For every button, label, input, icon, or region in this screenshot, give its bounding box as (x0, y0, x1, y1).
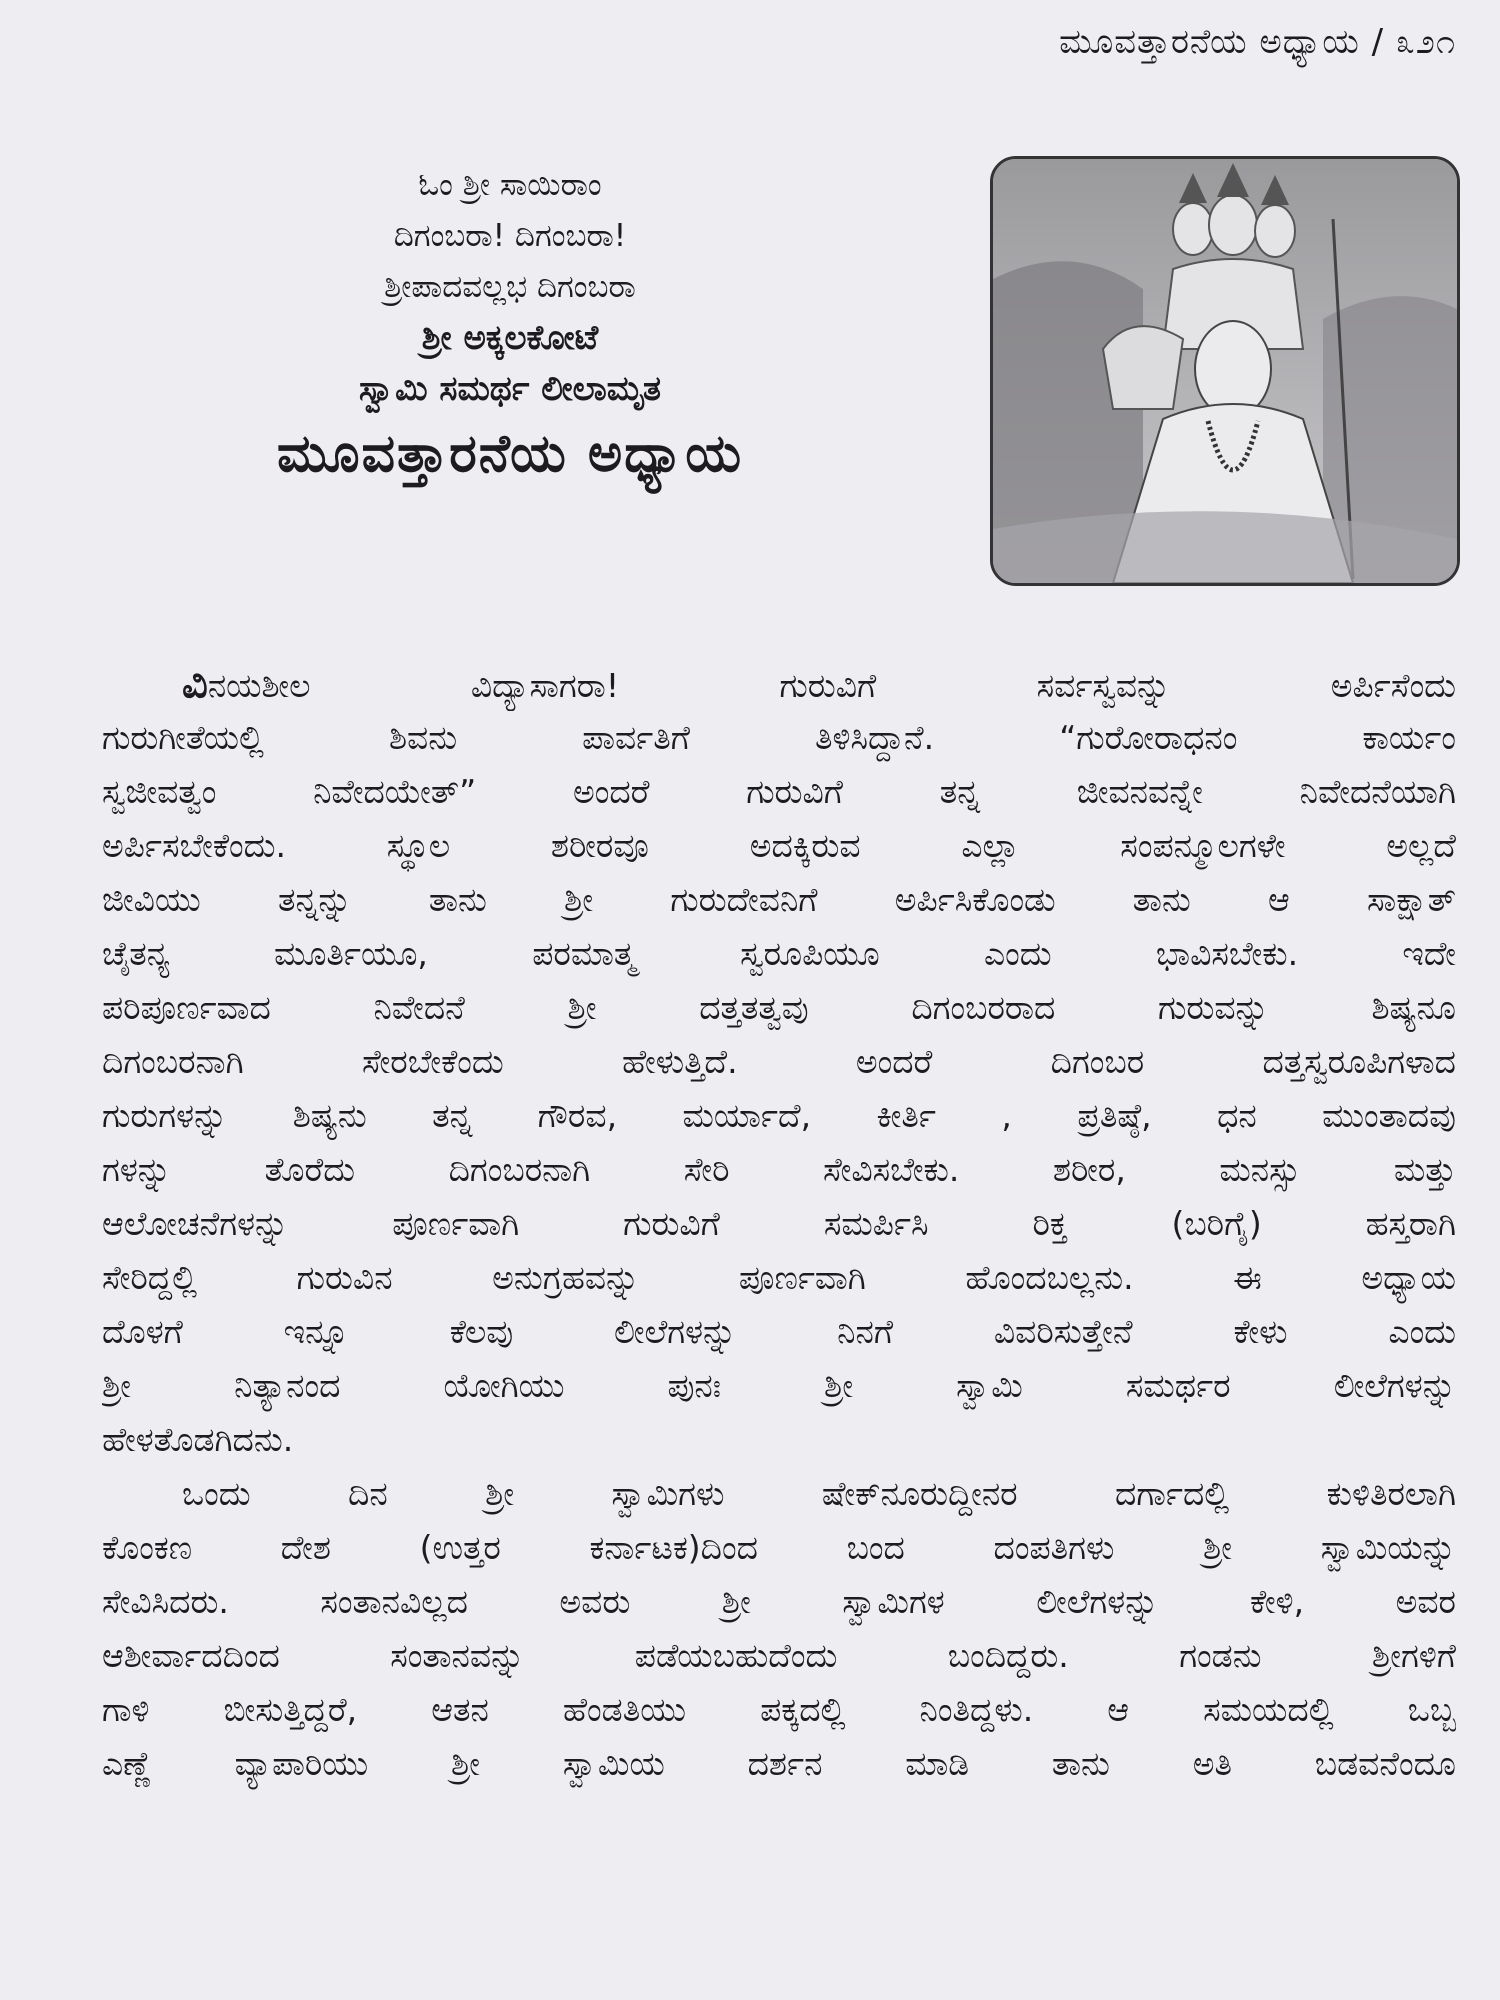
paragraph-line: ಶ್ರೀ ನಿತ್ಯಾನಂದ ಯೋಗಿಯು ಪುನಃ ಶ್ರೀ ಸ್ವಾಮಿ ಸಮರ್ಥರ ಲೀಲೆಗಳನ್ನು (102, 1366, 1456, 1405)
paragraph-line: ಗುರುಗೀತೆಯಲ್ಲಿ ಶಿವನು ಪಾರ್ವತಿಗೆ ತಿಳಿಸಿದ್ದಾನೆ. “ಗುರೋರಾಧನಂ ಕಾರ್ಯಂ (102, 718, 1456, 757)
paragraph-line: ಕೊಂಕಣ ದೇಶ (ಉತ್ತರ ಕರ್ನಾಟಕ)ದಿಂದ ಬಂದ ದಂಪತಿಗಳು ಶ್ರೀ ಸ್ವಾಮಿಯನ್ನು (102, 1528, 1456, 1567)
paragraph-line: ಆಶೀರ್ವಾದದಿಂದ ಸಂತಾನವನ್ನು ಪಡೆಯಬಹುದೆಂದು ಬಂದಿದ್ದರು. ಗಂಡನು ಶ್ರೀಗಳಿಗೆ (102, 1636, 1456, 1675)
chapter-heading-block (140, 160, 880, 489)
paragraph-line: ವಿನಯಶೀಲ ವಿದ್ಯಾಸಾಗರಾ! ಗುರುವಿಗೆ ಸರ್ವಸ್ವವನ್ನು ಅರ್ಪಿಸೆಂದು (182, 661, 1456, 707)
swami-samarth-illustration (990, 156, 1460, 586)
paragraph-line: ಎಣ್ಣೆ ವ್ಯಾಪಾರಿಯು ಶ್ರೀ ಸ್ವಾಮಿಯ ದರ್ಶನ ಮಾಡಿ ತಾನು ಅತಿ ಬಡವನೆಂದೂ (102, 1744, 1456, 1783)
paragraph-line: ಚೈತನ್ಯ ಮೂರ್ತಿಯೂ, ಪರಮಾತ್ಮ ಸ್ವರೂಪಿಯೂ ಎಂದು ಭಾವಿಸಬೇಕು. ಇದೇ (102, 934, 1456, 973)
invocation-line: ದಿಗಂಬರಾ! ದಿಗಂಬರಾ! (393, 218, 627, 254)
paragraph-line: ಸ್ವಜೀವತ್ವಂ ನಿವೇದಯೇತ್” ಅಂದರೆ ಗುರುವಿಗೆ ತನ್ನ ಜೀವನವನ್ನೇ ನಿವೇದನೆಯಾಗಿ (102, 772, 1456, 811)
paragraph-line: ಸೇವಿಸಿದರು. ಸಂತಾನವಿಲ್ಲದ ಅವರು ಶ್ರೀ ಸ್ವಾಮಿಗಳ ಲೀಲೆಗಳನ್ನು ಕೇಳಿ, ಅವರ (102, 1582, 1456, 1621)
paragraph-line: ಗುರುಗಳನ್ನು ಶಿಷ್ಯನು ತನ್ನ ಗೌರವ, ಮರ್ಯಾದೆ, ಕೀರ್ತಿ , ಪ್ರತಿಷ್ಠೆ, ಧನ ಮುಂತಾದವು (102, 1096, 1456, 1135)
drop-cap: ವಿ (182, 661, 208, 707)
paragraph-line: ಗಾಳಿ ಬೀಸುತ್ತಿದ್ದರೆ, ಆತನ ಹೆಂಡತಿಯು ಪಕ್ಕದಲ್ಲಿ ನಿಂತಿದ್ದಳು. ಆ ಸಮಯದಲ್ಲಿ ಒಬ್ಬ (102, 1690, 1456, 1729)
chapter-title: ಮೂವತ್ತಾರನೆಯ ಅಧ್ಯಾಯ (276, 424, 744, 484)
paragraph-line: ದೊಳಗೆ ಇನ್ನೂ ಕೆಲವು ಲೀಲೆಗಳನ್ನು ನಿನಗೆ ವಿವರಿಸುತ್ತೇನೆ ಕೇಳು ಎಂದು (102, 1312, 1456, 1351)
paragraph-line: ಗಳನ್ನು ತೊರೆದು ದಿಗಂಬರನಾಗಿ ಸೇರಿ ಸೇವಿಸಬೇಕು. ಶರೀರ, ಮನಸ್ಸು ಮತ್ತು (102, 1150, 1456, 1189)
paragraph-line: ಆಲೋಚನೆಗಳನ್ನು ಪೂರ್ಣವಾಗಿ ಗುರುವಿಗೆ ಸಮರ್ಪಿಸಿ ರಿಕ್ತ (ಬರಿಗೈ) ಹಸ್ತರಾಗಿ (102, 1204, 1456, 1243)
paragraph-line: ಪರಿಪೂರ್ಣವಾದ ನಿವೇದನೆ ಶ್ರೀ ದತ್ತತತ್ವವು ದಿಗಂಬರರಾದ ಗುರುವನ್ನು ಶಿಷ್ಯನೂ (102, 988, 1456, 1027)
paragraph-line: ಜೀವಿಯು ತನ್ನನ್ನು ತಾನು ಶ್ರೀ ಗುರುದೇವನಿಗೆ ಅರ್ಪಿಸಿಕೊಂಡು ತಾನು ಆ ಸಾಕ್ಷಾತ್ (102, 880, 1456, 919)
invocation-line: ಶ್ರೀಪಾದವಲ್ಲಭ ದಿಗಂಬರಾ (384, 269, 636, 305)
chapter-body (102, 657, 1456, 1791)
paragraph-line: ಅರ್ಪಿಸಬೇಕೆಂದು. ಸ್ಥೂಲ ಶರೀರವೂ ಅದಕ್ಕಿರುವ ಎಲ್ಲಾ ಸಂಪನ್ಮೂಲಗಳೇ ಅಲ್ಲದೆ (102, 826, 1456, 865)
invocation-line: ಓಂ ಶ್ರೀ ಸಾಯಿರಾಂ (418, 167, 602, 203)
paragraph-line: ಒಂದು ದಿನ ಶ್ರೀ ಸ್ವಾಮಿಗಳು ಷೇಕ್‌ನೂರುದ್ದೀನರ ದರ್ಗಾದಲ್ಲಿ ಕುಳಿತಿರಲಾಗಿ (182, 1474, 1456, 1513)
paragraph-line: ಸೇರಿದ್ದಲ್ಲಿ ಗುರುವಿನ ಅನುಗ್ರಹವನ್ನು ಪೂರ್ಣವಾಗಿ ಹೊಂದಬಲ್ಲನು. ಈ ಅಧ್ಯಾಯ (102, 1258, 1456, 1297)
book-title-line-2: ಸ್ವಾಮಿ ಸಮರ್ಥ ಲೀಲಾಮೃತ (358, 369, 662, 409)
running-head: ಮೂವತ್ತಾರನೆಯ ಅಧ್ಯಾಯ / ೩೨೧ (1059, 22, 1456, 62)
book-title-line-1: ಶ್ರೀ ಅಕ್ಕಲಕೋಟೆ (421, 318, 599, 358)
paragraph-line: ಹೇಳತೊಡಗಿದನು. (102, 1420, 294, 1459)
paragraph-line: ದಿಗಂಬರನಾಗಿ ಸೇರಬೇಕೆಂದು ಹೇಳುತ್ತಿದೆ. ಅಂದರೆ ದಿಗಂಬರ ದತ್ತಸ್ವರೂಪಿಗಳಾದ (102, 1042, 1456, 1081)
